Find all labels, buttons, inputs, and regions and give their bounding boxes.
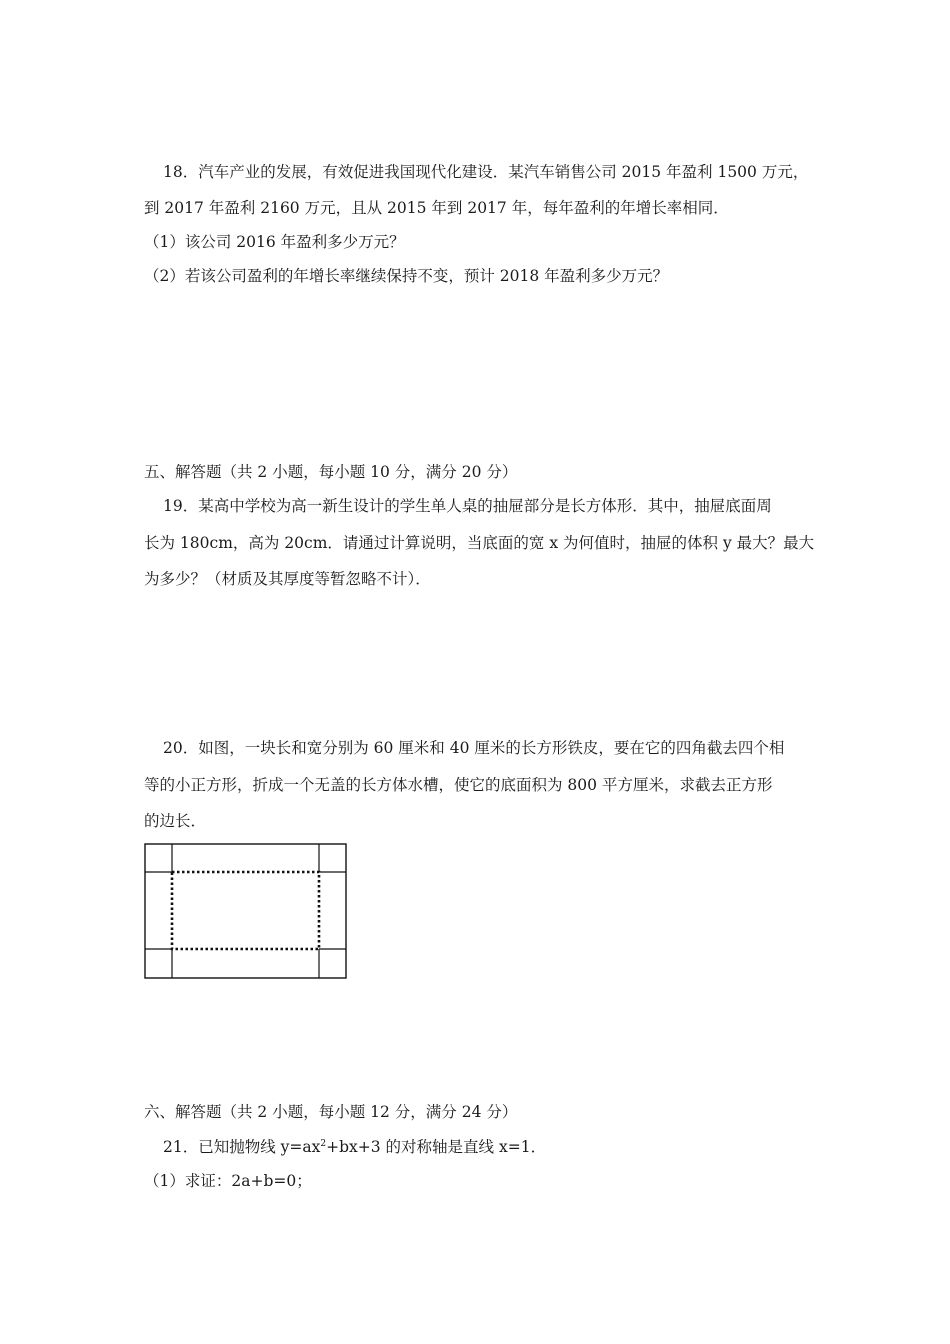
q18-part-1: （1）该公司 2016 年盈利多少万元？	[144, 233, 405, 251]
q21-part-1: （1）求证：2a+b=0；	[144, 1172, 312, 1190]
q18-part-2: （2）若该公司盈利的年增长率继续保持不变，预计 2018 年盈利多少万元？	[144, 267, 669, 285]
q20-line-3: 的边长．	[144, 812, 207, 830]
sheet-outline	[145, 844, 346, 978]
section-6-heading: 六、解答题（共 2 小题，每小题 12 分，满分 24 分）	[144, 1103, 518, 1121]
fold-line-dotted	[172, 872, 319, 949]
q21-exponent: 2	[320, 1138, 327, 1149]
q21-line-1-pre: 21．已知抛物线 y=ax	[163, 1138, 321, 1156]
q18-line-2: 到 2017 年盈利 2160 万元，且从 2015 年到 2017 年，每年盈利的年增长率相同．	[144, 199, 729, 217]
q20-line-2: 等的小正方形，折成一个无盖的长方体水槽，使它的底面积为 800 平方厘米，求截去正方形	[144, 776, 773, 794]
q19-line-3: 为多少？（材质及其厚度等暂忽略不计）．	[144, 570, 431, 588]
q19-line-2: 长为 180cm，高为 20cm．请通过计算说明，当底面的宽 x 为何值时，抽屉的体积 y 最大？最大	[144, 534, 815, 552]
q21-line-1	[163, 1137, 546, 1157]
section-5-heading: 五、解答题（共 2 小题，每小题 10 分，满分 20 分）	[144, 463, 518, 481]
q21-line-1-post: +bx+3 的对称轴是直线 x=1．	[326, 1138, 547, 1156]
iron-sheet-figure	[144, 843, 348, 979]
q18-line-1: 18．汽车产业的发展，有效促进我国现代化建设．某汽车销售公司 2015 年盈利 1500 万元，	[163, 163, 809, 181]
q19-line-1: 19．某高中学校为高一新生设计的学生单人桌的抽屉部分是长方体形．其中，抽屉底面周	[163, 497, 772, 515]
q20-line-1: 20．如图，一块长和宽分别为 60 厘米和 40 厘米的长方形铁皮，要在它的四角截去四个相	[163, 739, 785, 757]
